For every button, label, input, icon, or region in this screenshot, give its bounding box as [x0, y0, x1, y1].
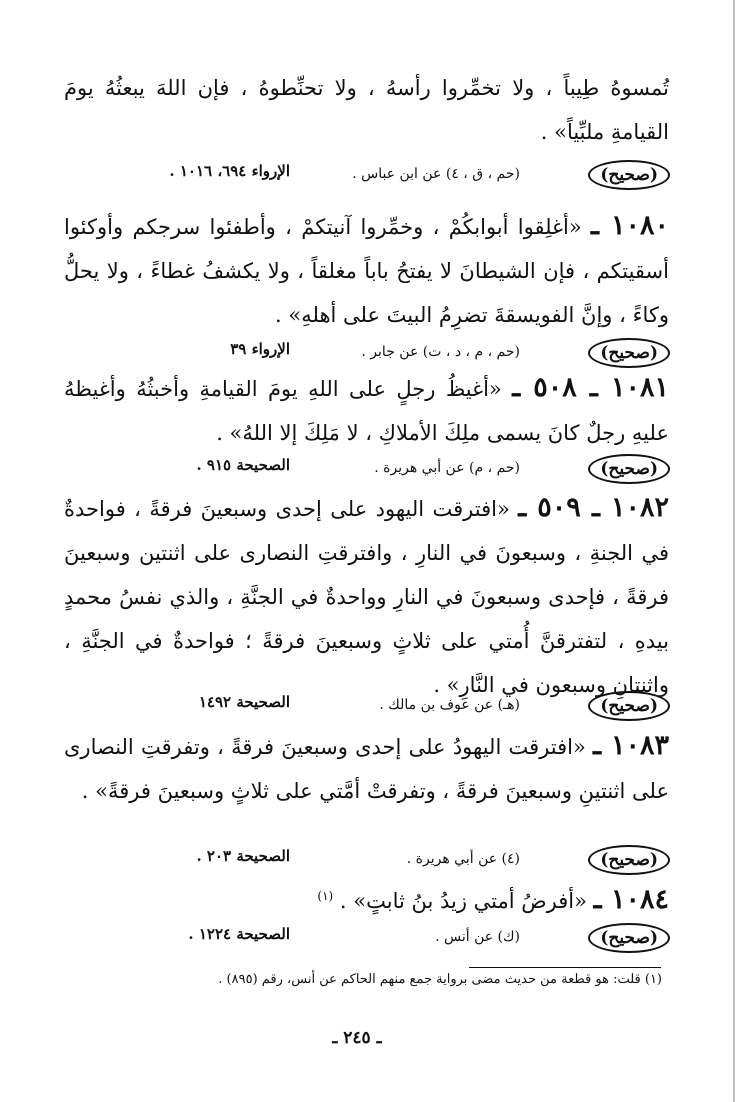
reference: الصحيحة ٩١٥ . [196, 456, 290, 474]
hadith-number: ١٠٨٤ ـ [593, 884, 669, 915]
grade-badge: (صحيح) [588, 923, 670, 953]
footnote: (١) قلت: هو قطعة من حديث مضى برواية جمع منهم الحاكم عن أنس، رقم (٨٩٥) . [218, 972, 662, 987]
hadith-body: «أغيظُ رجلٍ على اللهِ يومَ القيامةِ وأخبثُهُ وأغيظهُ عليهِ رجلٌ كانَ يسمى ملِكَ الأملاكِ ، لا مَلِكَ إلا اللهُ» . [64, 377, 669, 445]
reference: الإرواء ٦٩٤، ١٠١٦ . [169, 162, 290, 180]
source-citation: (حم ، م ، د ، ت) عن جابر . [361, 344, 520, 360]
grade-badge: (صحيح) [588, 454, 670, 484]
source-citation: (٤) عن أبي هريرة . [406, 851, 520, 867]
reference: الصحيحة ٢٠٣ . [196, 847, 290, 865]
page-edge-line [733, 0, 735, 1102]
source-citation: (ك) عن أنس . [435, 929, 520, 945]
hadith-1080 [64, 204, 669, 337]
hadith-body: «أفرضُ أمتي زيدُ بنُ ثابتٍ» . [339, 889, 587, 913]
source-row [64, 923, 670, 957]
source-row [64, 691, 670, 725]
hadith-1083 [64, 724, 669, 813]
hadith-number: ١٠٨٢ ـ ٥٠٩ ـ [518, 492, 670, 523]
page-number: ـ ٢٤٥ ـ [332, 1028, 382, 1048]
hadith-body: «أغلِقوا أبوابكُمْ ، وخمِّروا آنيتكمْ ، وأطفئوا سرجكم وأوكئوا أسقيتكم ، فإن الشيطانَ لا يفتحُ باباً مغلقاً ، ولا يكشفُ غطاءً ، ولا يحلُّ وكاءً ، وإنَّ الفويسقةَ تضرِمُ البيتَ على أهلهِ» . [64, 215, 669, 327]
reference: الصحيحة ١٤٩٢ [198, 693, 290, 711]
grade-badge: (صحيح) [588, 691, 670, 721]
reference: الصحيحة ١٢٢٤ . [188, 925, 290, 943]
hadith-body: «افترقت اليهودُ على إحدى وسبعينَ فرقةً ، وتفرقتِ النصارى على اثنتينِ وسبعينَ فرقةً ، وتفرقتْ أمَّتي على ثلاثٍ وسبعينَ فرقةً» . [64, 735, 669, 803]
grade-badge: (صحيح) [588, 845, 670, 875]
hadith-number: ١٠٨١ ـ ٥٠٨ ـ [512, 372, 669, 403]
source-citation: (هـ) عن عوف بن مالك . [379, 697, 520, 713]
source-row [64, 160, 670, 194]
hadith-1084 [64, 874, 669, 923]
hadith-body: تُمسوهُ طِيباً ، ولا تخمِّروا رأسهُ ، ولا تحنِّطوهُ ، فإن اللهَ يبعثُهُ يومَ القيامةِ ملبِّياً» . [64, 76, 669, 144]
hadith-number: ١٠٨٠ ـ [591, 210, 669, 241]
source-citation: (حم ، ق ، ٤) عن ابن عباس . [352, 166, 520, 182]
reference: الإرواء ٣٩ [230, 340, 290, 358]
footnote-mark: (١) [317, 889, 334, 903]
source-citation: (حم ، م) عن أبي هريرة . [374, 460, 520, 476]
hadith-1081 [64, 366, 669, 455]
hadith-1082 [64, 486, 669, 707]
hadith-body: «افترقت اليهود على إحدى وسبعينَ فرقةً ، فواحدةٌ في الجنةِ ، وسبعونَ في النارِ ، وافترقتِ النصارى على اثنتين وسبعينَ فرقةً ، فإحدى وسبعونَ في النارِ وواحدةٌ في الجنَّةِ ، والذي نفسُ محمدٍ بيدهِ ، لتفترقنَّ أُمتي على ثلاثٍ وسبعينَ فرقةً ؛ فواحدةٌ في الجنَّةِ ، واثنتانِ وسبعون في النَّارِ» . [64, 497, 669, 697]
grade-badge: (صحيح) [588, 338, 670, 368]
footnote-divider [469, 967, 661, 968]
hadith-number: ١٠٨٣ ـ [593, 730, 669, 761]
source-row [64, 454, 670, 488]
hadith-text-continued [64, 66, 669, 154]
grade-badge: (صحيح) [588, 160, 670, 190]
